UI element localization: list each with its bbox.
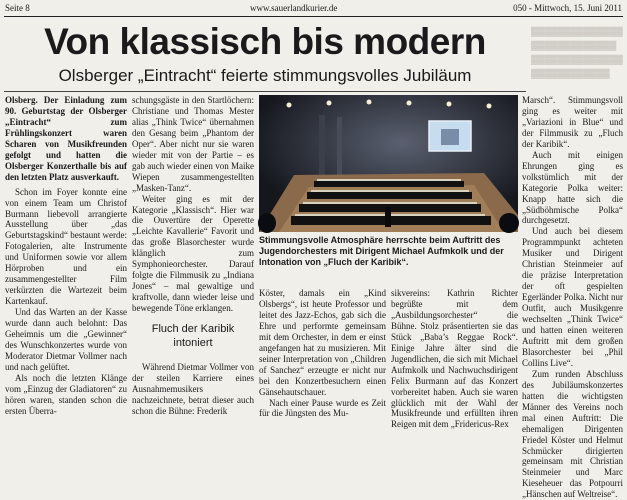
article-column-4 xyxy=(391,288,518,428)
paragraph: Schon im Foyer konnte eine von einem Team um Christof Burmann liebevoll arrangierte Ausstellung über „das Geburtstagskind“ bestaunt werde: Fotogalerien, alte Instrumente und Uniformen sowie vor allem Hörproben und ein zusammengestellter Film verkürzten die Wartezeit beim Kartenkauf. xyxy=(5,186,127,307)
article-column-3 xyxy=(259,288,386,428)
adjacent-page-bleed: ▓▓▓▓▓▓▓▓▓▓▓▓▓ xyxy=(531,40,617,50)
paragraph: Und auch bei diesem Programmpunkt achteten Musiker und Dirigent Christian Steinmeier auf die präzise Interpretation der oft gespielten Egerländer Polka. Nicht nur Outfit, auch Musikgenre wechselten „Think Twice“ und hatten einen weiteren Auftritt mit dem großen Blasorchester bei „Phil Collins Live“. xyxy=(522,226,623,368)
website-url[interactable]: www.sauerlandkurier.de xyxy=(250,3,338,13)
paragraph: Als noch die letzten Klänge vom „Einzug der Gladiatoren“ zu hören waren, standen schon die ersten Überra- xyxy=(5,372,127,416)
article-title: Von klassisch bis modern xyxy=(44,21,486,62)
paragraph: Marsch“. Stimmungsvoll ging es weiter mit „Variazioni in Blue“ und der Filmmusik zu „Fluch der Karibik“. xyxy=(522,95,623,149)
page-number: Seite 8 xyxy=(5,3,30,13)
article-column-5 xyxy=(522,95,623,500)
issue-date: 050 - Mittwoch, 15. Juni 2011 xyxy=(513,3,622,13)
headline-rule xyxy=(4,91,526,92)
article-subtitle: Olsberger „Eintracht“ feierte stimmungsvolles Jubiläum xyxy=(58,66,472,85)
paragraph: Zum runden Abschluss des Jubiläumskonzertes hatten die wichtigsten Männer des Vereins noch mal einen Auftritt: Die ehemaligen Dirigenten Friedel Köster und Helmut Schmücker dirigierten gemeinsam mit Christian Steinmeier und Marc Kieseheuer das Potpourri „Hänschen auf Weltreise“. xyxy=(522,368,623,500)
paragraph: schungsgäste in den Startlöchern: Christiane und Thomas Mester alias „Think Twice“ übernahmen den Gesang beim „Phantom der Oper“. Aber nicht nur sie waren wieder mit von der Partie – es gab auch wieder einen von Maike Wiepen zusammengestellten „Masken-Tanz“. xyxy=(132,95,254,193)
paragraph: Köster, damals ein „Kind Olsbergs“, ist heute Professor und leitet des Jazz-Echos, gab sich die Ehre und performte gemeinsam mit dem Orchester, in dem er einst angefangen hat zu musizieren. Mit seiner Interpretation von „Children of Sanchez“ erzeugte er nicht nur bei den Konzertbesuchern einen Gänsehautschauer. xyxy=(259,288,386,397)
orchestra-stage-image xyxy=(259,95,518,232)
header-rule xyxy=(4,16,623,17)
photo-caption: Stimmungsvolle Atmosphäre herrschte beim Auftritt des Jugendorchesters mit Dirigent Michael Aufmkolk und der Intonation von „Fluch der Karibik“. xyxy=(259,235,504,267)
crosshead: Fluch der Karibik intoniert xyxy=(151,323,235,349)
paragraph: Weiter ging es mit der Kategorie „Klassisch“. Hier war die Ouvertüre der Operette „Leichte Kavallerie“ Favorit und das große Blasorchester wurde klänglich zum Symphonieorchester. Darauf folgte die Filmmusik zu „Indiana Jones“ – mal gewaltige und kraftvolle, dann wieder leise und bewegende Töne erklangen. xyxy=(132,193,254,314)
paragraph: Während Dietmar Vollmer von der steilen Karriere eines Ausnahmemusikers nachzeichnete, betrat dieser auch schon die Bühne: Frederik xyxy=(132,362,254,416)
paragraph: Und das Warten an der Kasse wurde dann auch belohnt: Das Geheimnis um die „Gewinner“ des Wunschkonzertes wurde von Moderator Dietmar Vollmer nach und nach gelüftet. xyxy=(5,307,127,372)
adjacent-page-bleed: ▓▓▓▓▓▓▓▓▓▓▓▓▓▓ xyxy=(531,26,623,36)
article-lead: Olsberg. Der Einladung zum 90. Geburtstag der Olsberger „Eintracht“ zum Frühlingskonzert waren Scharen von Musikfreunden gefolgt und hatten die Olsberger Konzerthalle bis auf den letzten Platz ausverkauft. xyxy=(5,95,127,182)
article-column-1 xyxy=(5,95,127,428)
paragraph: Auch mit einigen Ehrungen ging es volkstümlich mit der Kategorie Polka weiter: Knapp hatte sich die „Südböhmische Polka“ durchgesetzt. xyxy=(522,149,623,226)
article-column-2-continued xyxy=(132,362,254,428)
adjacent-page-bleed: ▓▓▓▓▓▓▓▓▓▓▓▓▓▓ xyxy=(531,54,623,64)
paragraph: sikvereins: Kathrin Richter begrüßte mit dem „Ausbildungsorchester“ die Bühne. Stolz präsentierten sie das Stück „Baba’s Reggae Rock“. Einige Jahre älter sind die Jugendlichen, die sich mit Michael Aufmkolk und Nachwuchsdirigent Felix Burmann auf das Konzert vorbereitet haben. Auch sie waren glücklich mit der Wahl der Musikfreunde und erfüllten ihren Reigen mit dem „Fridericus-Rex xyxy=(391,288,518,430)
concert-photo xyxy=(259,95,518,232)
article-column-2 xyxy=(132,95,254,317)
paragraph: Nach einer Pause wurde es Zeit für die Jüngsten des Mu- xyxy=(259,397,386,419)
adjacent-page-bleed: ▓▓▓▓▓▓▓▓▓▓▓▓ xyxy=(531,68,610,78)
